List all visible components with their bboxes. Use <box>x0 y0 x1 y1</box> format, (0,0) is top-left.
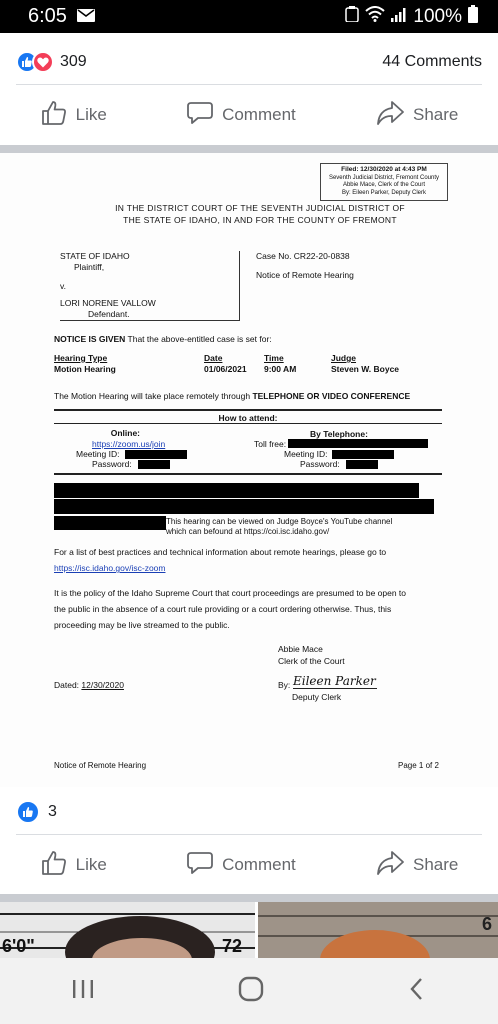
post-separator <box>0 145 498 153</box>
reaction-summary[interactable] <box>16 800 57 824</box>
thumbs-up-icon <box>40 99 68 132</box>
notice-given: NOTICE IS GIVEN That the above-entitled case is set for: <box>54 334 272 344</box>
like-button[interactable] <box>40 849 107 882</box>
redaction <box>332 450 394 459</box>
redaction <box>54 499 434 514</box>
share-label: Share <box>413 105 459 124</box>
like-reaction-icon <box>16 800 40 824</box>
rule-line <box>54 423 442 424</box>
post-separator <box>0 894 498 902</box>
remote-statement: The Motion Hearing will take place remotely through TELEPHONE OR VIDEO CONFERENCE <box>54 391 411 401</box>
height-chart-label: 72 <box>222 936 243 956</box>
next-post-photo[interactable] <box>0 902 498 958</box>
by-label: By: <box>278 680 291 690</box>
like-label: Like <box>75 105 107 124</box>
post-reactions-bar <box>16 46 482 78</box>
toll-free-label: Toll free: <box>254 439 287 449</box>
clerk-block: Abbie Mace Clerk of the Court <box>278 644 345 666</box>
comment-button[interactable] <box>186 849 296 882</box>
reaction-count: 309 <box>60 53 87 70</box>
isc-zoom-link[interactable]: https://isc.idaho.gov/isc-zoom <box>54 563 166 574</box>
policy-para: It is the policy of the Idaho Supreme Court that court proceedings are presumed to be open to the public in the absence of a court rule providing or a court ordering otherwise. Thus, this proceeding may be live streamed to the public. <box>54 588 407 631</box>
online-block: Online: <box>110 428 140 438</box>
rule-line <box>54 473 442 475</box>
mail-icon <box>77 5 95 28</box>
deputy-clerk-label: Deputy Clerk <box>292 692 342 702</box>
battery-icon <box>468 5 478 29</box>
height-chart-label: 6'0" <box>2 936 35 956</box>
status-bar <box>0 0 498 33</box>
post-action-bar <box>0 840 498 890</box>
divider <box>16 84 482 85</box>
comment-bubble-icon <box>186 849 214 882</box>
comments-count-link[interactable]: 44 Comments <box>382 53 482 70</box>
redaction <box>288 439 428 448</box>
signature: Eileen Parker <box>293 674 376 688</box>
home-icon[interactable] <box>238 976 264 1007</box>
post-action-bar <box>0 90 498 140</box>
redaction <box>54 483 419 498</box>
redaction <box>138 460 170 469</box>
court-heading: IN THE DISTRICT COURT OF THE SEVENTH JUDICIAL DISTRICT OF THE STATE OF IDAHO, IN AND FOR THE COUNTY OF FREMONT <box>115 203 405 225</box>
comment-button[interactable] <box>186 99 296 132</box>
comment-label: Comment <box>222 105 296 124</box>
telephone-heading: By Telephone: <box>310 429 368 439</box>
reaction-count: 3 <box>48 803 57 820</box>
height-chart-label: 6 <box>482 914 493 934</box>
wifi-icon <box>365 6 385 28</box>
love-reaction-icon <box>32 51 54 73</box>
case-caption: STATE OF IDAHO Plaintiff, v. LORI NORENE VALLOW Defendant. Case No. CR22-20-0838 Notice of Remote Hearing <box>60 251 354 320</box>
meeting-id-label: Meeting ID: <box>284 449 328 459</box>
battery-percent: 100% <box>413 5 462 27</box>
like-button[interactable] <box>40 99 107 132</box>
share-button[interactable] <box>375 849 458 882</box>
zoom-link[interactable]: https://zoom.us/join <box>92 439 166 449</box>
share-arrow-icon <box>375 99 405 132</box>
password-label: Password: <box>92 459 132 469</box>
comment-label: Comment <box>222 855 296 874</box>
recent-apps-icon[interactable] <box>71 978 95 1005</box>
like-label: Like <box>75 855 107 874</box>
doc-footer-left: Notice of Remote Hearing <box>54 761 147 770</box>
status-time: 6:05 <box>28 5 67 27</box>
password-label: Password: <box>300 459 340 469</box>
dated-line: Dated: 12/30/2020 <box>54 680 124 690</box>
divider <box>16 834 482 835</box>
rule-line <box>54 409 442 411</box>
comment-bubble-icon <box>186 99 214 132</box>
doc-footer-page: Page 1 of 2 <box>398 761 439 770</box>
back-icon[interactable] <box>407 977 427 1006</box>
share-label: Share <box>413 855 459 874</box>
redaction <box>125 450 187 459</box>
filed-stamp: Filed: 12/30/2020 at 4:43 PM Seventh Judicial District, Fremont County Abbie Mace, Clerk of the Court By: Eileen Parker, Deputy Clerk <box>320 163 448 201</box>
share-button[interactable] <box>375 99 458 132</box>
share-arrow-icon <box>375 849 405 882</box>
best-practices-para: For a list of best practices and technical information about remote hearings, please go to https://isc.idaho.gov/isc-zoom <box>54 544 454 576</box>
redaction <box>346 460 378 469</box>
youtube-note: This hearing can be viewed on Judge Boyce's YouTube channel which can befound at https://coi.isc.idaho.gov/ <box>166 517 393 536</box>
how-to-attend: How to attend: <box>218 413 278 423</box>
thumbs-up-icon <box>40 849 68 882</box>
meeting-id-label: Meeting ID: <box>76 449 120 459</box>
redaction <box>54 516 166 530</box>
recycle-icon <box>345 6 359 28</box>
android-nav-bar <box>0 958 498 1024</box>
signal-icon <box>391 6 407 28</box>
reaction-summary[interactable] <box>16 51 87 73</box>
court-document-image[interactable]: Filed: 12/30/2020 at 4:43 PM Seventh Judicial District, Fremont County Abbie Mace, Clerk of the Court By: Eileen Parker, Deputy Clerk IN THE DISTRICT COURT OF THE SEVENTH JUDICIAL DISTRICT OF THE STATE OF IDAHO, IN AND FOR THE COUNTY OF FREMONT STATE OF IDAHO Plaintiff, v. LORI NORENE VALLOW Defendant. Case No. CR22-20-0838 Notice of Remote Hearing NOTICE IS GIVEN That the above-entitled case is set for: Hearing Type Motion Hearing Date 01/06/2021 Time 9:00 AM Judge Steven W. Boyce The Motion Hearing will take place remotely through TELEPHONE OR VIDEO CONFERENCE How to attend: Online: https://zoom.us/join Meeting ID: Password: By Telephone: Toll free: Meeting ID: Password: This hearing can be viewed on Judge Boyce's YouTube channel which can befound at https://coi.isc.idaho.gov/ For a list of best practices and technical information about remote hearings, please go to https://isc.idaho.gov/isc-zoom It is the policy of the Idaho Supreme Court that court proceedings are presumed to be open to the public in the absence of a court rule providing or a court ordering otherwise. Thus, this proceeding may be live streamed to the public. Abbie Mace Clerk of the Court Dated: 12/30/2020 By: Eileen Parker Deputy Clerk Notice of Remote Hearing Page 1 of 2 <box>0 153 498 787</box>
